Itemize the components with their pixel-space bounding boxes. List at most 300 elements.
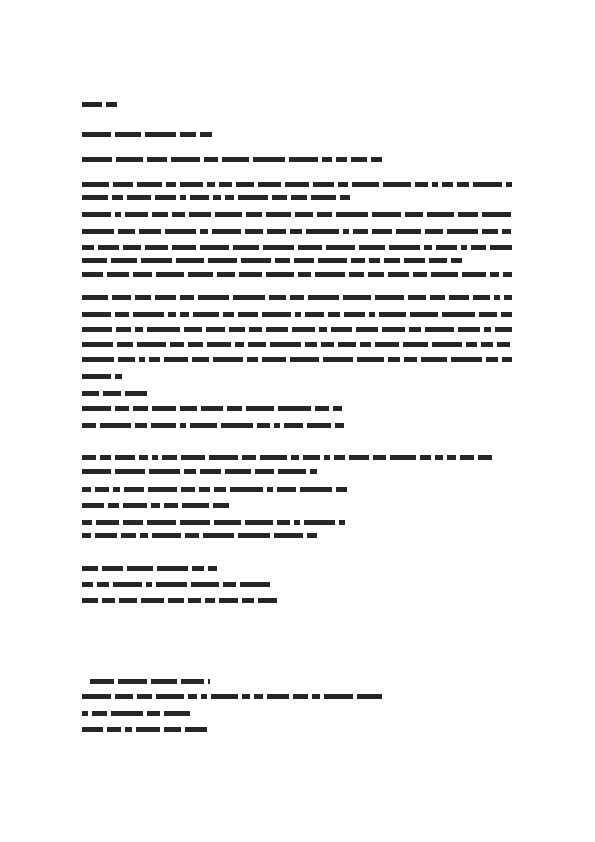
text-word [293, 694, 308, 699]
text-word [323, 357, 353, 362]
text-word [461, 245, 467, 250]
text-word [182, 503, 209, 508]
text-word [115, 406, 129, 411]
text-word [82, 391, 99, 396]
text-word [115, 469, 145, 474]
text-word [236, 182, 254, 187]
text-word [427, 212, 454, 217]
text-word [321, 342, 334, 347]
text-word [116, 157, 143, 162]
text-word [213, 357, 243, 362]
text-word [82, 711, 88, 716]
text-word [255, 469, 274, 474]
text-word [180, 423, 186, 428]
text-line [82, 102, 117, 107]
text-word [82, 295, 108, 300]
text-word [290, 357, 319, 362]
text-word [147, 711, 160, 716]
text-word [116, 327, 131, 332]
text-word [424, 245, 432, 250]
text-word [479, 312, 497, 317]
text-word [82, 694, 111, 699]
text-word [166, 182, 176, 187]
text-word [214, 487, 226, 492]
text-word [121, 533, 136, 538]
text-word [213, 503, 229, 508]
text-word [253, 157, 285, 162]
text-line [82, 182, 512, 187]
text-word [375, 295, 404, 300]
text-word [123, 520, 143, 525]
text-word [324, 455, 330, 460]
text-word [115, 132, 141, 137]
text-word [294, 520, 300, 525]
text-word [274, 423, 280, 428]
text-word [360, 342, 371, 347]
text-word [82, 374, 111, 379]
text-word [106, 102, 117, 107]
text-word [319, 327, 327, 332]
text-word [389, 245, 420, 250]
text-word [248, 342, 266, 347]
text-word [274, 533, 303, 538]
text-word [123, 503, 147, 508]
text-word [326, 245, 355, 250]
text-word [303, 455, 320, 460]
text-word [294, 258, 314, 263]
text-word [82, 182, 109, 187]
text-word [435, 455, 443, 460]
text-word [413, 272, 427, 277]
text-word [260, 455, 287, 460]
text-word [118, 357, 135, 362]
text-word [451, 258, 462, 263]
text-word [135, 423, 147, 428]
text-word [353, 229, 368, 234]
text-word [310, 469, 317, 474]
text-word [242, 598, 254, 603]
text-word [334, 455, 345, 460]
text-word [269, 295, 286, 300]
text-word [258, 182, 281, 187]
text-word [188, 694, 197, 699]
text-word [135, 295, 151, 300]
text-word [238, 533, 270, 538]
text-word [481, 342, 493, 347]
text-word [266, 212, 291, 217]
text-word [200, 469, 221, 474]
text-word [82, 258, 107, 263]
text-word [442, 182, 453, 187]
text-word [382, 327, 405, 332]
text-word [420, 455, 431, 460]
text-line [82, 582, 272, 587]
text-word [208, 679, 210, 684]
text-word [201, 406, 223, 411]
text-word [82, 357, 114, 362]
text-word [82, 598, 98, 603]
text-word [223, 582, 236, 587]
text-word [308, 295, 339, 300]
text-word [372, 212, 401, 217]
text-word [115, 455, 135, 460]
text-word [125, 212, 148, 217]
text-word [415, 182, 428, 187]
text-word [82, 503, 104, 508]
text-word [262, 357, 286, 362]
text-word [133, 312, 164, 317]
text-word [193, 312, 219, 317]
text-word [137, 342, 166, 347]
text-word [495, 327, 512, 332]
text-word [184, 469, 196, 474]
text-word [92, 711, 107, 716]
text-word [139, 357, 145, 362]
text-line [82, 520, 345, 525]
text-word [164, 503, 178, 508]
text-word [311, 195, 336, 200]
text-word [343, 229, 349, 234]
text-word [115, 374, 122, 379]
text-word [181, 679, 204, 684]
text-word [102, 598, 115, 603]
text-word [267, 694, 289, 699]
text-word [457, 182, 469, 187]
text-word [503, 272, 512, 277]
text-word [82, 229, 114, 234]
text-word [502, 229, 511, 234]
text-word [151, 503, 160, 508]
text-word [458, 327, 480, 332]
text-word [340, 195, 350, 200]
text-word [181, 455, 205, 460]
text-word [356, 327, 378, 332]
text-word [82, 157, 112, 162]
text-word [145, 132, 176, 137]
text-word [223, 312, 234, 317]
text-word [502, 357, 512, 362]
text-word [494, 295, 500, 300]
text-word [230, 487, 263, 492]
text-word [111, 258, 137, 263]
text-word [371, 157, 382, 162]
text-word [486, 357, 498, 362]
text-word [162, 455, 177, 460]
text-line [82, 258, 462, 263]
text-word [292, 327, 315, 332]
text-word [442, 312, 475, 317]
text-word [139, 229, 161, 234]
text-word [214, 520, 241, 525]
text-word [133, 406, 148, 411]
text-line [82, 727, 207, 732]
text-word [425, 327, 454, 332]
text-word [180, 295, 194, 300]
text-word [98, 245, 119, 250]
text-word [484, 327, 491, 332]
text-word [473, 295, 490, 300]
text-word [180, 312, 189, 317]
text-word [504, 295, 512, 300]
text-word [343, 295, 371, 300]
text-word [449, 295, 469, 300]
text-word [278, 406, 311, 411]
text-line [82, 312, 512, 317]
text-word [344, 312, 365, 317]
text-word [82, 455, 96, 460]
text-word [405, 212, 423, 217]
text-word [409, 327, 421, 332]
text-word [219, 182, 232, 187]
text-word [275, 258, 290, 263]
text-word [305, 312, 324, 317]
text-word [383, 182, 411, 187]
text-word [95, 487, 109, 492]
text-word [200, 132, 212, 137]
text-word [338, 342, 356, 347]
text-word [172, 245, 196, 250]
text-word [152, 406, 176, 411]
text-word [396, 229, 421, 234]
text-word [188, 272, 213, 277]
text-word [307, 423, 331, 428]
text-word [82, 195, 108, 200]
text-word [82, 533, 91, 538]
text-word [241, 258, 271, 263]
text-word [247, 357, 258, 362]
text-word [257, 423, 270, 428]
text-word [277, 487, 296, 492]
text-word [462, 272, 486, 277]
text-word [152, 533, 181, 538]
text-line [82, 272, 512, 277]
text-word [240, 582, 270, 587]
text-word [180, 182, 203, 187]
text-word [155, 195, 176, 200]
text-word [165, 229, 196, 234]
text-word [431, 272, 458, 277]
text-word [151, 423, 176, 428]
text-line [82, 132, 212, 137]
text-word [318, 258, 347, 263]
text-word [168, 598, 184, 603]
text-word [149, 357, 160, 362]
text-word [172, 212, 185, 217]
text-word [188, 342, 203, 347]
text-word [111, 711, 143, 716]
text-word [278, 469, 306, 474]
text-word [359, 245, 385, 250]
text-word [336, 212, 368, 217]
text-word [190, 423, 217, 428]
text-line [82, 455, 492, 460]
text-word [349, 455, 369, 460]
text-word [357, 694, 382, 699]
text-word [432, 342, 462, 347]
text-word [149, 469, 180, 474]
text-word [164, 727, 181, 732]
text-word [339, 520, 345, 525]
text-word [127, 195, 151, 200]
text-word [102, 566, 123, 571]
text-word [267, 229, 286, 234]
text-line [82, 342, 512, 347]
text-word [298, 245, 322, 250]
text-word [82, 566, 98, 571]
text-word [384, 258, 400, 263]
text-word [313, 182, 334, 187]
text-word [152, 212, 168, 217]
text-word [200, 245, 229, 250]
text-word [478, 455, 492, 460]
text-line [82, 327, 512, 332]
text-word [180, 195, 186, 200]
text-word [482, 212, 511, 217]
text-word [141, 598, 164, 603]
text-word [180, 406, 197, 411]
text-word [285, 182, 309, 187]
text-word [233, 245, 259, 250]
text-word [379, 312, 406, 317]
text-word [270, 342, 301, 347]
text-word [490, 245, 512, 250]
text-word [118, 679, 147, 684]
text-line [82, 711, 192, 716]
text-word [335, 423, 344, 428]
text-word [227, 406, 242, 411]
text-word [147, 157, 167, 162]
text-word [170, 342, 184, 347]
text-word [295, 312, 301, 317]
text-word [82, 102, 102, 107]
text-word [164, 711, 190, 716]
text-word [490, 272, 499, 277]
text-word [333, 406, 342, 411]
text-word [125, 391, 147, 396]
text-word [137, 182, 162, 187]
text-line [82, 487, 347, 492]
text-word [290, 295, 304, 300]
text-word [113, 487, 120, 492]
text-word [95, 533, 117, 538]
text-word [207, 182, 215, 187]
text-word [352, 182, 379, 187]
text-word [233, 295, 265, 300]
text-line [82, 533, 317, 538]
text-word [404, 357, 417, 362]
text-word [254, 694, 263, 699]
text-word [213, 195, 221, 200]
text-word [82, 312, 111, 317]
text-word [219, 598, 238, 603]
text-word [432, 182, 438, 187]
text-word [152, 455, 158, 460]
text-word [372, 229, 392, 234]
text-line [90, 679, 210, 684]
text-word [82, 727, 103, 732]
text-word [403, 342, 428, 347]
text-word [100, 423, 131, 428]
text-word [82, 520, 92, 525]
text-word [221, 423, 253, 428]
text-word [351, 157, 367, 162]
text-word [82, 212, 111, 217]
text-word [124, 487, 144, 492]
text-word [147, 520, 176, 525]
text-word [266, 272, 294, 277]
text-word [208, 566, 217, 571]
text-word [208, 258, 237, 263]
text-word [127, 566, 153, 571]
text-word [209, 455, 238, 460]
text-word [466, 342, 477, 347]
text-word [119, 598, 137, 603]
text-word [388, 357, 400, 362]
text-word [107, 272, 129, 277]
text-word [258, 598, 277, 603]
text-word [290, 229, 302, 234]
text-word [295, 212, 313, 217]
text-word [191, 582, 219, 587]
text-word [192, 357, 209, 362]
text-word [125, 727, 132, 732]
text-word [157, 566, 188, 571]
text-word [164, 357, 188, 362]
text-word [206, 327, 225, 332]
text-word [107, 727, 121, 732]
text-word [373, 455, 386, 460]
text-word [305, 342, 317, 347]
text-word [291, 195, 307, 200]
text-word [315, 406, 329, 411]
text-word [181, 487, 195, 492]
text-word [497, 342, 510, 347]
text-word [430, 295, 445, 300]
text-word [369, 258, 380, 263]
text-word [82, 327, 112, 332]
text-word [388, 272, 409, 277]
text-word [501, 312, 512, 317]
text-word [425, 229, 443, 234]
text-word [180, 132, 196, 137]
text-word [436, 245, 457, 250]
text-word [284, 423, 303, 428]
text-word [103, 391, 121, 396]
text-word [298, 272, 311, 277]
text-word [375, 342, 399, 347]
text-line [82, 195, 352, 200]
text-word [136, 727, 160, 732]
text-word [245, 520, 273, 525]
text-word [408, 295, 426, 300]
text-word [185, 727, 207, 732]
text-word [82, 423, 96, 428]
text-word [263, 245, 294, 250]
text-word [217, 272, 235, 277]
text-word [201, 694, 207, 699]
text-word [238, 312, 258, 317]
text-word [331, 327, 352, 332]
text-word [155, 295, 176, 300]
text-word [203, 533, 234, 538]
text-word [324, 694, 353, 699]
text-word [291, 455, 299, 460]
text-word [176, 258, 204, 263]
text-word [123, 245, 141, 250]
text-word [229, 327, 245, 332]
text-word [100, 455, 111, 460]
text-line [82, 694, 382, 699]
